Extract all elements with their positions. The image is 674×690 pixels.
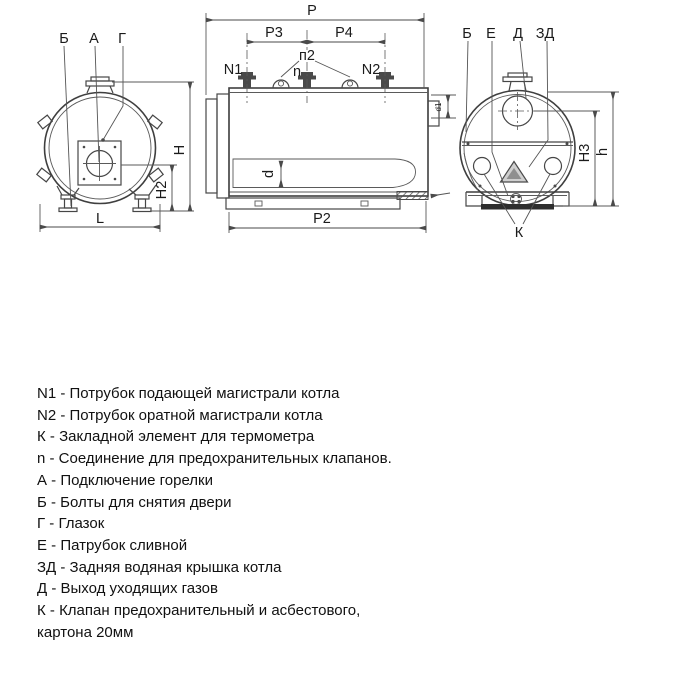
rear-view	[431, 26, 619, 241]
rear-top-flange	[503, 73, 532, 91]
legend	[37, 383, 637, 643]
callout-k-label: К	[514, 225, 524, 241]
safety-valve-right	[545, 158, 562, 175]
legend-line: К - Клапан предохранительный и асбестового,	[37, 602, 361, 620]
legend-line: ЗД - Задняя водяная крышка котла	[37, 558, 282, 576]
dim-h: h	[595, 147, 611, 157]
callout-n1-label: N1	[223, 62, 243, 78]
asbestos-gasket-strip	[481, 204, 554, 210]
dim-L: L	[95, 211, 105, 227]
base-frame	[226, 198, 400, 209]
legend-line: n - Соединение для предохранительных клапанов.	[37, 450, 392, 468]
boiler-body-side	[229, 88, 428, 196]
legend-line: А - Подключение горелки	[37, 471, 213, 489]
callout-e-label: Е	[486, 26, 496, 42]
lifting-lugs	[273, 80, 358, 88]
callout-n2-label: N2	[361, 62, 381, 78]
legend-line: Е - Патрубок сливной	[37, 536, 188, 554]
rear-base	[466, 192, 569, 210]
callout-lugs-label: п2	[299, 48, 315, 64]
rear-dimensions	[431, 92, 619, 206]
legend-line: Д - Выход уходящих газов	[37, 580, 218, 598]
dim-H3: H3	[577, 143, 593, 163]
legend-line: Г - Глазок	[37, 515, 105, 533]
callout-g-label: Г	[118, 31, 126, 47]
callout-zd-label: ЗД	[535, 26, 555, 42]
front-door-plate	[217, 94, 229, 198]
burner-plate	[78, 141, 121, 185]
callout-b2-label: Б	[462, 26, 472, 42]
legend-line: N2 - Потрубок оратной магистрали котла	[37, 406, 323, 424]
legend-line: К - Закладной элемент для термометра	[37, 428, 315, 446]
dim-H2: H2	[154, 180, 170, 200]
legend-line: картона 20мм	[37, 623, 134, 641]
callout-n-label: n	[292, 64, 302, 80]
sight-glass-point	[101, 138, 105, 142]
front-top-flange	[86, 77, 114, 93]
warning-triangle	[501, 162, 528, 183]
side-view	[206, 3, 450, 233]
door-bolts	[37, 115, 163, 182]
dim-H: H	[172, 144, 188, 156]
callout-b-label: Б	[59, 31, 69, 47]
dim-P: P	[307, 3, 317, 19]
front-dimensions	[40, 82, 194, 232]
dim-d: d	[261, 169, 277, 179]
flue-outlet	[498, 92, 537, 130]
thermometer-insert	[397, 192, 450, 200]
front-view	[37, 31, 194, 232]
dim-P2: P2	[313, 211, 331, 227]
callout-a-label: А	[89, 31, 99, 47]
boiler-shell-front	[45, 93, 156, 204]
dim-d1: d1	[434, 102, 443, 112]
legend-line: N1 - Потрубок подающей магистрали котла	[37, 385, 340, 402]
legend-line: Б - Болты для снятия двери	[37, 493, 232, 511]
dim-P4: P4	[335, 25, 353, 41]
callout-d-label: Д	[513, 26, 523, 42]
safety-valve-left	[474, 158, 491, 175]
dim-P3: P3	[265, 25, 283, 41]
